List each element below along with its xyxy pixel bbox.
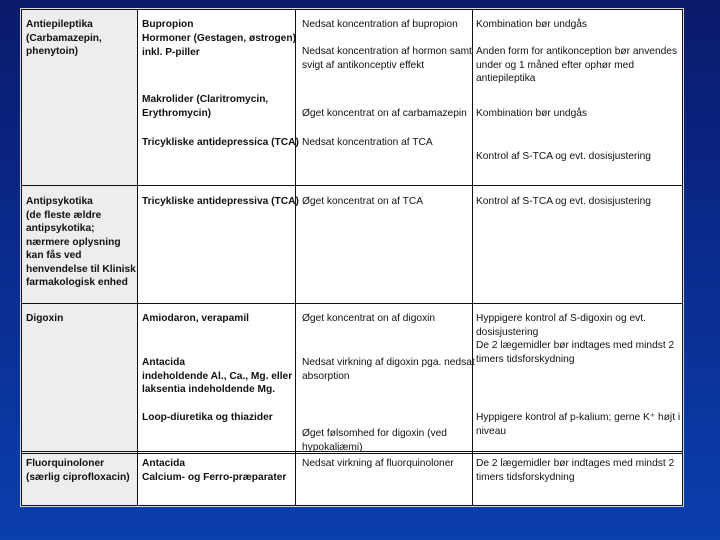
table-border-top [21,9,683,10]
effect-cell: Nedsat virkning af fluorquinoloner [302,458,454,469]
action-cell: Kontrol af S-TCA og evt. dosisjustering [476,196,651,207]
column-divider-2 [295,9,296,506]
effect-cell: Øget følsomhed for digoxin (ved hypokaliæmi) [302,428,447,453]
action-cell: Kombination bør undgås [476,108,587,119]
drug-cell: Bupropion [142,19,194,30]
action-cell: Kombination bør undgås [476,19,587,30]
action-cell: Hyppigere kontrol af S-digoxin og evt. dosisjustering De 2 lægemidler bør indtages med mindst 2 timers tidsforskydning [476,313,675,365]
effect-cell: Nedsat koncentration af bupropion [302,19,458,30]
table-border-left [21,9,22,506]
drug-cell: Tricykliske antidepressiva (TCA) [142,196,299,207]
action-cell: Anden form for antikonception bør anvendes under og 1 måned efter ophør med antiepileptika [476,46,678,84]
group-cell: Digoxin [26,313,64,324]
drug-cell: Makrolider (Claritromycin, Erythromycin) [142,94,269,119]
table-border-bottom [21,505,683,506]
group-cell: Fluorquinoloner (særlig ciprofloxacin) [26,458,130,483]
row-divider-2 [21,303,683,304]
effect-cell: Nedsat koncentration af hormon samt svigt af antikonceptiv effekt [302,46,472,71]
drug-cell: Amiodaron, verapamil [142,313,249,324]
drug-cell: Antacida Calcium- og Ferro-præparater [142,458,287,483]
interaction-table [21,9,683,506]
group-cell: Antipsykotika (de fleste ældre antipsykotika; nærmere oplysning kan fås ved henvendelse til Klinisk farmakologisk enhed [26,196,136,288]
drug-cell: Tricykliske antidepressica (TCA) [142,137,299,148]
action-cell: Kontrol af S-TCA og evt. dosisjustering [476,151,651,162]
drug-cell: Hormoner (Gestagen, østrogen) inkl. P-piller [142,33,296,58]
effect-cell: Nedsat virkning af digoxin pga. nedsat absorption [302,357,475,382]
table-border-right [682,9,683,506]
action-cell: Hyppigere kontrol af p-kalium; gerne K⁺ højt i niveau [476,412,681,437]
column-divider-1 [137,9,138,506]
effect-cell: Øget koncentrat on af TCA [302,196,423,207]
action-cell: De 2 lægemidler bør indtages med mindst 2 timers tidsforskydning [476,458,675,483]
drug-cell: Antacida indeholdende Al., Ca., Mg. eller laksentia indeholdende Mg. [142,357,293,395]
effect-cell: Nedsat koncentration af TCA [302,137,433,148]
row-divider-1 [21,185,683,186]
drug-cell: Loop-diuretika og thiazider [142,412,273,423]
effect-cell: Øget koncentrat on af digoxin [302,313,436,324]
group-cell: Antiepileptika (Carbamazepin, phenytoin) [26,19,102,57]
column-divider-3 [472,9,473,506]
effect-cell: Øget koncentrat on af carbamazepin [302,108,467,119]
